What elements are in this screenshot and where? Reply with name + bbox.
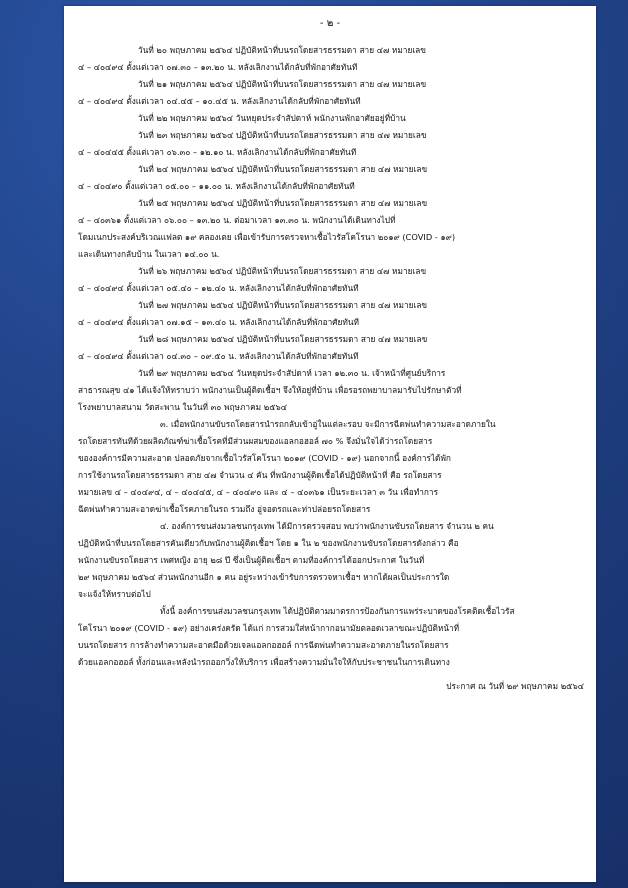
log-entry-line: สาธารณสุข ๔๑ ได้แจ้งให้ทราบว่า พนักงานเป็นผู้ติดเชื้อฯ จึงให้อยู่ที่บ้าน เพื่อรอรถพยาบาลมารับไปรักษาตัวที่	[78, 385, 462, 395]
announcement-date: ประกาศ ณ วันที่ ๒๙ พฤษภาคม ๒๕๖๔	[446, 681, 584, 691]
paragraph-line: หมายเลข ๔ – ๔๐๔๙๔, ๔ – ๔๐๔๔๕, ๔ – ๔๐๔๙๐ และ ๔ – ๔๐๓๖๑ เป็นระยะเวลา ๓ วัน เพื่อทำการ	[78, 487, 439, 497]
page-number: - ๒ -	[319, 18, 341, 29]
paragraph-line: ๒๙ พฤษภาคม ๒๕๖๔ ส่วนพนักงานอีก ๑ คน อยู่ระหว่างเข้ารับการตรวจหาเชื้อฯ หากได้ผลเป็นประการใด	[78, 572, 450, 582]
log-entry-line: ๔ – ๔๐๔๙๐ ตั้งแต่เวลา ๐๕.๐๐ – ๑๑.๐๐ น. หลังเลิกงานได้กลับที่พักอาศัยทันที	[78, 181, 355, 191]
log-entry-line-first: วันที่ ๒๓ พฤษภาคม ๒๕๖๔ ปฏิบัติหน้าที่บนรถโดยสารธรรมดา สาย ๔๗ หมายเลข	[138, 130, 427, 140]
log-entry-line-first: วันที่ ๒๔ พฤษภาคม ๒๕๖๔ ปฏิบัติหน้าที่บนรถโดยสารธรรมดา สาย ๔๗ หมายเลข	[138, 164, 428, 174]
log-entry-line: ๔ – ๔๐๔๙๔ ตั้งแต่เวลา ๐๔.๓๐ – ๐๙.๕๐ น. หลังเลิกงานได้กลับที่พักอาศัยทันที	[78, 351, 359, 361]
paragraph-line: ๓. เมื่อพนักงานขับรถโดยสารนำรถกลับเข้าอู่ในแต่ละรอบ จะมีการฉีดพ่นทำความสะอาดภายใน	[160, 419, 496, 429]
log-entry-line: ๔ – ๔๐๔๙๔ ตั้งแต่เวลา ๐๗.๓๐ – ๑๓.๒๐ น. หลังเลิกงานได้กลับที่พักอาศัยทันที	[78, 62, 358, 72]
log-entry-line: ๔ – ๔๐๔๙๔ ตั้งแต่เวลา ๐๕.๔๐ – ๑๒.๔๐ น. หลังเลิกงานได้กลับที่พักอาศัยทันที	[78, 283, 359, 293]
paragraph-3	[78, 416, 588, 518]
log-entry-line: โดมเนกประสงค์บริเวณแฟลต ๑๙ คลองเตย เพื่อเข้ารับการตรวจหาเชื้อไวรัสโคโรนา ๒๐๑๙ (COVID - ๑๙)	[78, 232, 456, 242]
paragraph-line: ทั้งนี้ องค์การขนส่งมวลชนกรุงเทพ ได้ปฏิบัติตามมาตรการป้องกันการแพร่ระบาดของโรคติดเชื้อไวรัส	[160, 606, 515, 616]
log-entry-line-first: วันที่ ๒๒ พฤษภาคม ๒๕๖๔ วันหยุดประจำสัปดาห์ พนักงานพักอาศัยอยู่ที่บ้าน	[138, 113, 406, 123]
log-entry-line: ๔ – ๔๐๔๙๔ ตั้งแต่เวลา ๐๗.๑๕ – ๑๓.๔๐ น. หลังเลิกงานได้กลับที่พักอาศัยทันที	[78, 317, 359, 327]
log-entry-line-first: วันที่ ๒๙ พฤษภาคม ๒๕๖๔ วันหยุดประจำสัปดาห์ เวลา ๑๒.๓๐ น. เจ้าหน้าที่ศูนย์บริการ	[138, 368, 446, 378]
paragraph-line: บนรถโดยสาร การล้างทำความสะอาดมือด้วยเจลแอลกอฮอล์ การฉีดพ่นทำความสะอาดภายในรถโดยสาร	[78, 640, 449, 650]
log-entry-line: ๔ – ๔๐๔๙๔ ตั้งแต่เวลา ๐๔.๔๕ – ๑๐.๔๕ น. หลังเลิกงานได้กลับที่พักอาศัยทันที	[78, 96, 361, 106]
log-entry-line: ๔ – ๔๐๔๔๕ ตั้งแต่เวลา ๐๖.๓๐ – ๑๒.๑๐ น. หลังเลิกงานได้กลับที่พักอาศัยทันที	[78, 147, 357, 157]
paragraph-line: พนักงานขับรถโดยสาร เพศหญิง อายุ ๒๘ ปี ซึ่งเป็นผู้ติดเชื้อฯ ตามที่องค์การได้ออกประกาศ ในวันที่	[78, 555, 425, 565]
log-entry-line-first: วันที่ ๒๑ พฤษภาคม ๒๕๖๔ ปฏิบัติหน้าที่บนรถโดยสารธรรมดา สาย ๔๗ หมายเลข	[138, 79, 427, 89]
document-body	[78, 42, 588, 695]
log-entry-line-first: วันที่ ๒๖ พฤษภาคม ๒๕๖๔ ปฏิบัติหน้าที่บนรถโดยสารธรรมดา สาย ๔๗ หมายเลข	[138, 266, 427, 276]
paragraph-line: ขององค์การมีความสะอาด ปลอดภัยจากเชื้อไวรัสโคโรนา ๒๐๑๙ (COVID - ๑๙) นอกจากนี้ องค์การได้พัก	[78, 453, 451, 463]
paragraph-line: จะแจ้งให้ทราบต่อไป	[78, 589, 151, 599]
paragraph-line: ๔. องค์การขนส่งมวลชนกรุงเทพ ได้มีการตรวจสอบ พบว่าพนักงานขับรถโดยสาร จำนวน ๒ คน	[160, 521, 494, 531]
log-entry-line-first: วันที่ ๒๗ พฤษภาคม ๒๕๖๔ ปฏิบัติหน้าที่บนรถโดยสารธรรมดา สาย ๔๗ หมายเลข	[138, 300, 428, 310]
log-entry-line: ๔ – ๔๐๓๖๑ ตั้งแต่เวลา ๐๖.๐๐ – ๑๓.๒๐ น. ต่อมาเวลา ๑๓.๓๐ น. พนักงานได้เดินทางไปที่	[78, 215, 396, 225]
log-entry-line: โรงพยาบาลสนาม วัดสะพาน ในวันที่ ๓๐ พฤษภาคม ๒๕๖๔	[78, 402, 288, 412]
paragraph-line: โคโรนา ๒๐๑๙ (COVID - ๑๙) อย่างเคร่งครัด ได้แก่ การสวมใส่หน้ากากอนามัยตลอดเวลาขณะปฏิบัติหน้าที่	[78, 623, 460, 633]
paragraph-4	[78, 518, 588, 603]
log-entry-line-first: วันที่ ๒๘ พฤษภาคม ๒๕๖๔ ปฏิบัติหน้าที่บนรถโดยสารธรรมดา สาย ๔๗ หมายเลข	[138, 334, 428, 344]
paragraph-5	[78, 603, 588, 671]
paragraph-line: ปฏิบัติหน้าที่บนรถโดยสารคันเดียวกับพนักงานผู้ติดเชื้อฯ โดย ๑ ใน ๒ ของพนักงานขับรถโดยสารดังกล่าว คือ	[78, 538, 459, 548]
paragraph-line: การใช้งานรถโดยสารธรรมดา สาย ๔๗ จำนวน ๔ คัน ที่พนักงานผู้ติดเชื้อได้ปฏิบัติหน้าที่ คือ รถโดยสาร	[78, 470, 442, 480]
daily-log	[78, 42, 588, 416]
log-entry-line-first: วันที่ ๒๕ พฤษภาคม ๒๕๖๔ ปฏิบัติหน้าที่บนรถโดยสารธรรมดา สาย ๔๗ หมายเลข	[138, 198, 428, 208]
paragraph-line: รถโดยสารทันทีด้วยผลิตภัณฑ์ฆ่าเชื้อโรคที่มีส่วนผสมของแอลกอฮอล์ ๗๐ % จึงมั่นใจได้ว่ารถโดยสาร	[78, 436, 433, 446]
paragraph-line: ด้วยแอลกอฮอล์ ทั้งก่อนและหลังนำรถออกวิ่งให้บริการ เพื่อสร้างความมั่นใจให้กับประชาชนในการเดินทาง	[78, 657, 450, 667]
paragraph-line: ฉีดพ่นทำความสะอาดฆ่าเชื้อโรคภายในรถ รวมถึง อู่จอดรถและท่าปล่อยรถโดยสาร	[78, 504, 371, 514]
document-page	[64, 6, 596, 882]
log-entry-line-first: วันที่ ๒๐ พฤษภาคม ๒๕๖๔ ปฏิบัติหน้าที่บนรถโดยสารธรรมดา สาย ๔๗ หมายเลข	[138, 45, 426, 55]
log-entry-line: และเดินทางกลับบ้าน ในเวลา ๑๔.๐๐ น.	[78, 249, 220, 259]
